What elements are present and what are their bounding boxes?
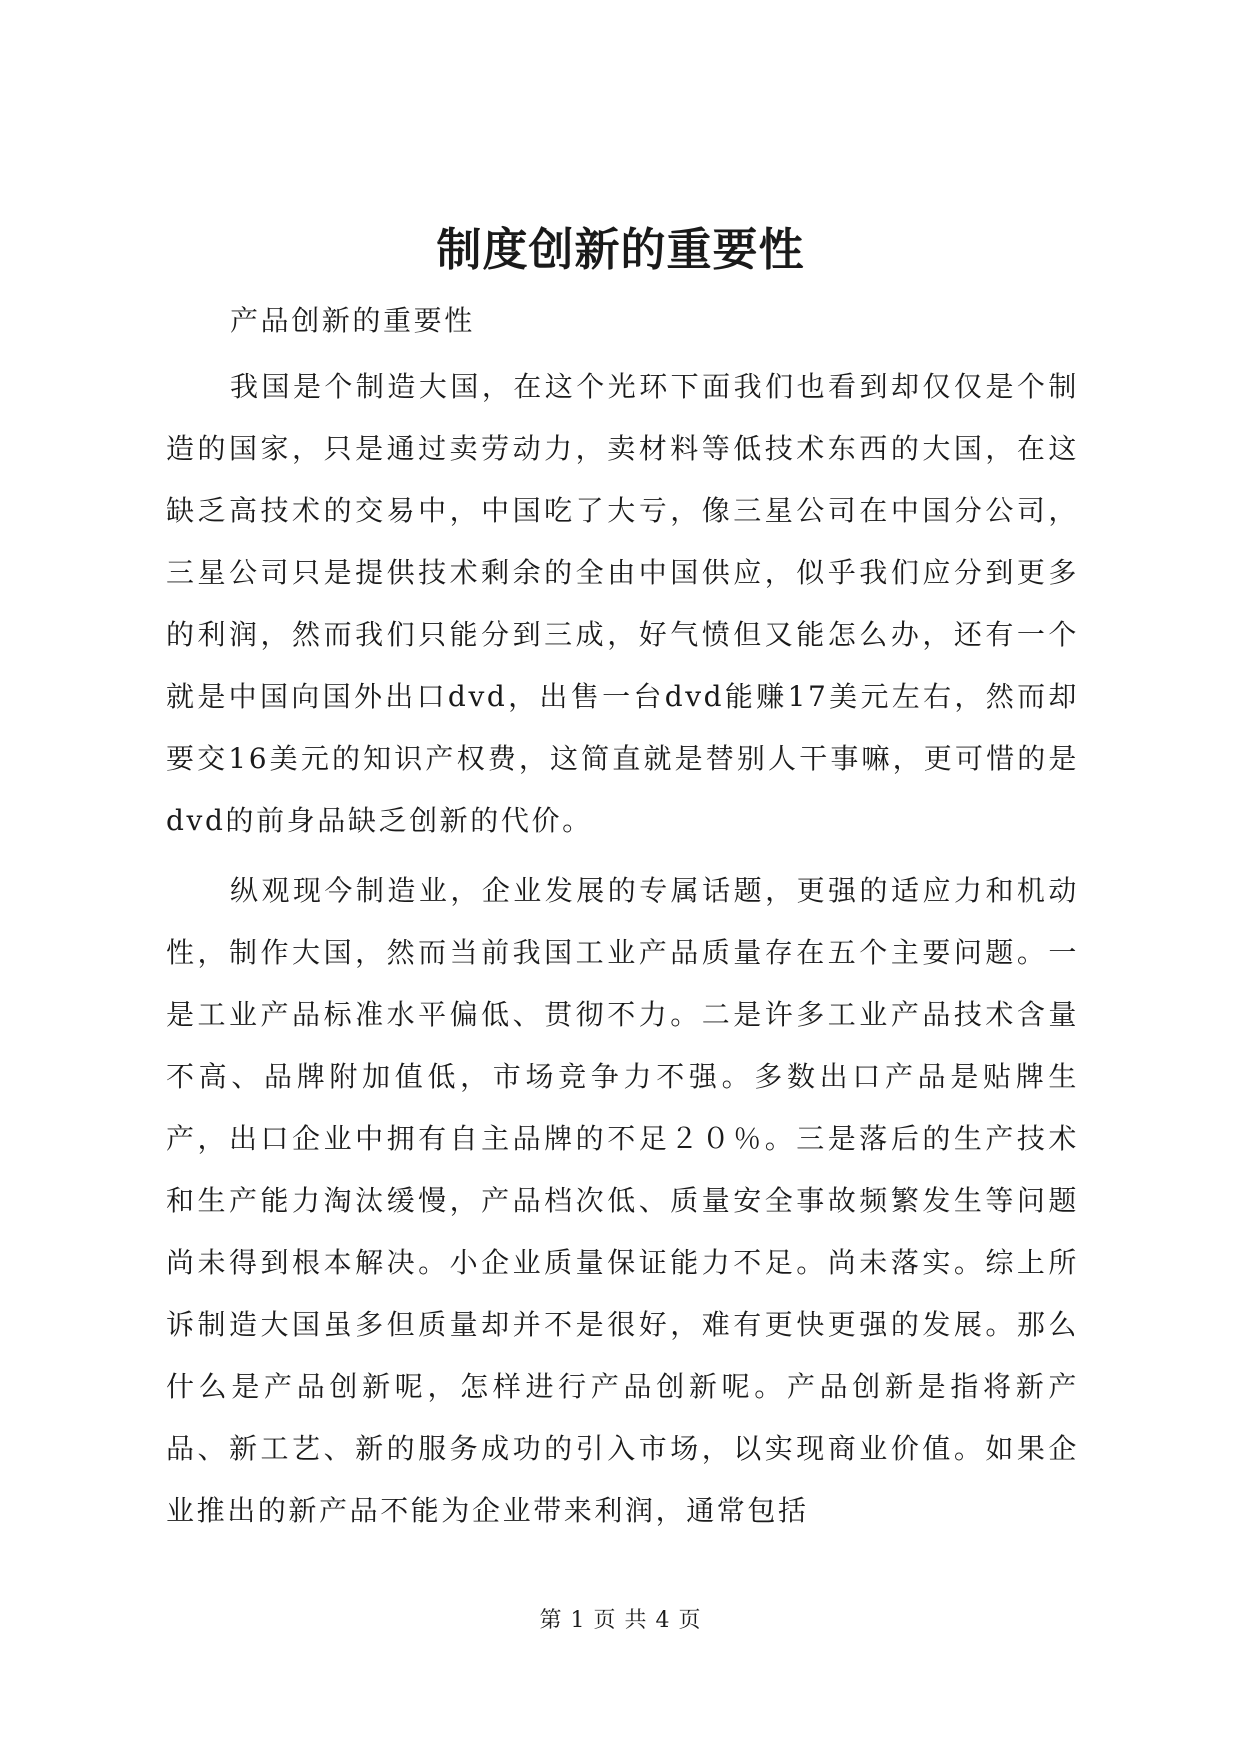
paragraph-subtitle: 产品创新的重要性 (230, 304, 475, 337)
paragraph-1: 我国是个制造大国，在这个光环下面我们也看到却仅仅是个制造的国家，只是通过卖劳动力，卖材料等低技术东西的大国，在这缺乏高技术的交易中，中国吃了大亏，像三星公司在中国分公司，三星公司只是提供技术剩余的全由中国供应，似乎我们应分到更多的利润，然而我们只能分到三成，好气愤但又能怎么办，还有一个就是中国向国外出口dvd，出售一台dvd能赚17美元左右，然而却要交16美元的知识产权费，这简直就是替别人干事嘛，更可惜的是dvd的前身品缺乏创新的代价。 (166, 370, 1079, 837)
page-footer: 第 1 页 共 4 页 (539, 1608, 702, 1633)
document-body (166, 290, 1079, 1542)
document-title: 制度创新的重要性 (436, 223, 805, 276)
paragraph-2: 纵观现今制造业，企业发展的专属话题，更强的适应力和机动性，制作大国，然而当前我国工业产品质量存在五个主要问题。一是工业产品标准水平偏低、贯彻不力。二是许多工业产品技术含量不高、品牌附加值低，市场竞争力不强。多数出口产品是贴牌生产，出口企业中拥有自主品牌的不足２０％。三是落后的生产技术和生产能力淘汰缓慢，产品档次低、质量安全事故频繁发生等问题尚未得到根本解决。小企业质量保证能力不足。尚未落实。综上所诉制造大国虽多但质量却并不是很好，难有更快更强的发展。那么什么是产品创新呢，怎样进行产品创新呢。产品创新是指将新产品、新工艺、新的服务成功的引入市场，以实现商业价值。如果企业推出的新产品不能为企业带来利润，通常包括 (166, 874, 1079, 1527)
